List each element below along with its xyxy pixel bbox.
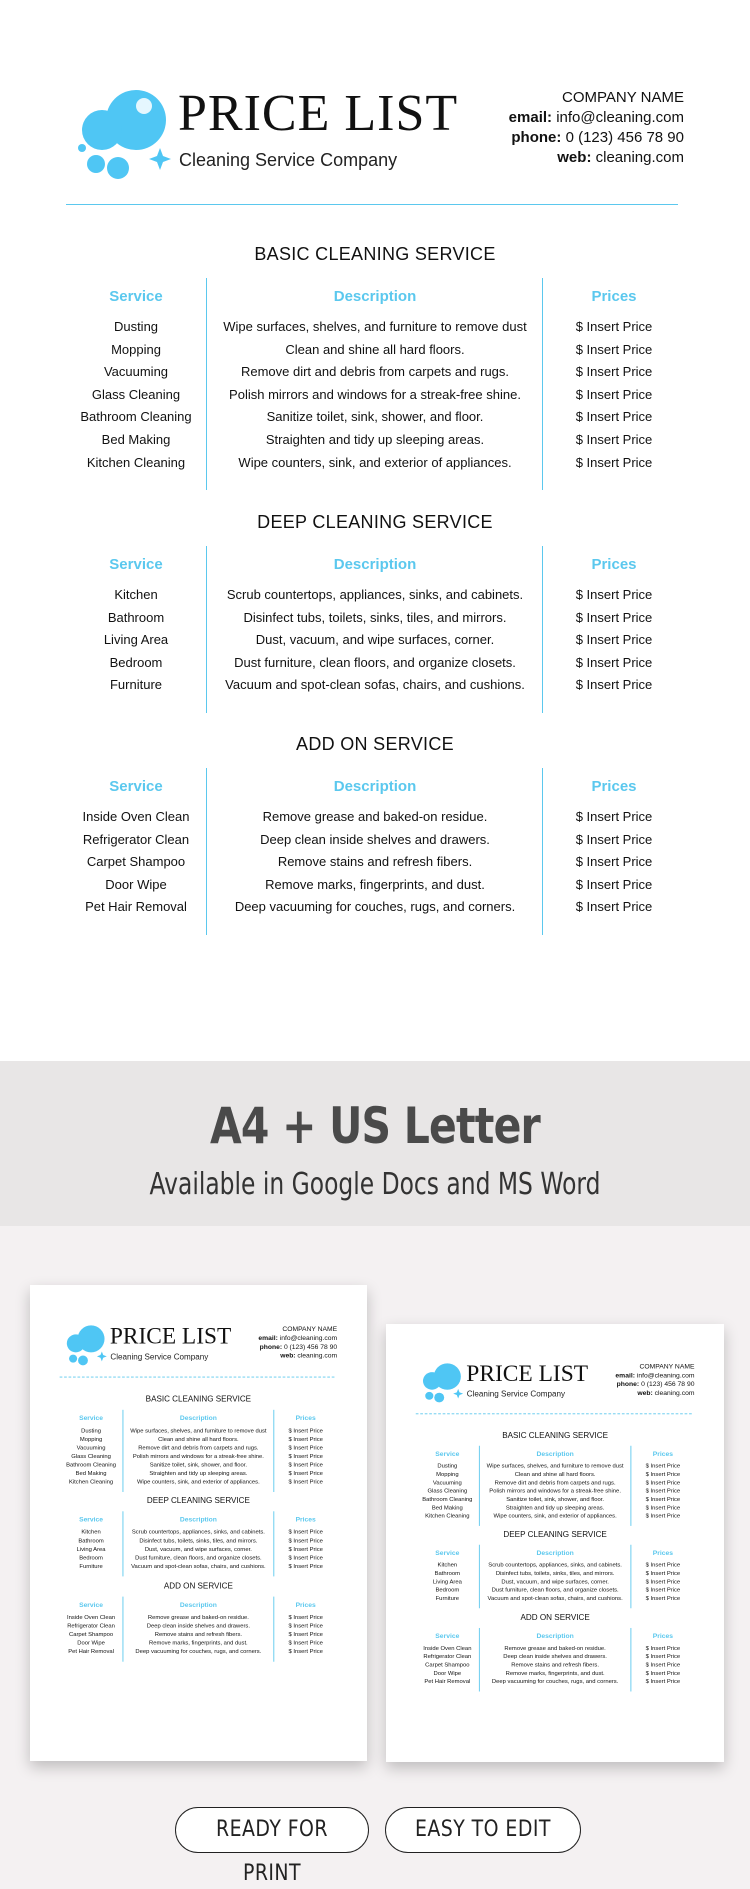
table-cell-service: Bedroom xyxy=(109,654,163,670)
table-cell-service: Furniture xyxy=(109,677,163,693)
mini-cell-description: Remove stains and refresh fibers. xyxy=(154,1630,243,1638)
table-cell-service: Bathroom Cleaning xyxy=(80,409,192,425)
mini-column-divider xyxy=(122,1410,123,1492)
table-cell-price: $ Insert Price xyxy=(575,632,653,648)
mini-cell-service: Glass Cleaning xyxy=(427,1487,468,1494)
mini-column-header-description: Description xyxy=(536,1450,574,1458)
format-banner xyxy=(0,1061,750,1226)
price-table xyxy=(66,546,684,713)
table-cell-description: Straighten and tidy up sleeping areas. xyxy=(265,432,485,447)
price-table xyxy=(66,278,684,490)
mini-column-header-prices: Prices xyxy=(295,1601,316,1609)
mini-cell-price: $ Insert Price xyxy=(288,1639,323,1646)
letter-preview-page xyxy=(386,1324,724,1762)
banner-title: A4 + US Letter xyxy=(210,1097,540,1155)
mini-cell-price: $ Insert Price xyxy=(288,1528,323,1536)
table-cell-description: Wipe surfaces, shelves, and furniture to remove dust xyxy=(223,319,527,334)
mini-column-header-prices: Prices xyxy=(295,1515,316,1524)
mini-email-label: email: xyxy=(615,1371,635,1380)
mini-cell-price: $ Insert Price xyxy=(645,1578,681,1585)
mini-column-divider xyxy=(122,1597,123,1662)
mini-cell-price: $ Insert Price xyxy=(645,1652,681,1660)
mini-email-label: email: xyxy=(258,1333,278,1342)
table-cell-description: Disinfect tubs, toilets, sinks, tiles, and mirrors. xyxy=(243,609,507,625)
mini-section-title: DEEP CLEANING SERVICE xyxy=(146,1496,250,1506)
table-cell-price: $ Insert Price xyxy=(575,831,653,847)
table-cell-description: Sanitize toilet, sink, shower, and floor. xyxy=(266,409,484,425)
mini-cell-price: $ Insert Price xyxy=(288,1478,323,1485)
mini-column-divider xyxy=(122,1511,123,1576)
table-cell-price: $ Insert Price xyxy=(575,899,653,915)
price-section xyxy=(66,734,684,935)
table-cell-service: Refrigerator Clean xyxy=(82,831,190,847)
mini-cell-description: Remove stains and refresh fibers. xyxy=(511,1661,599,1668)
mini-cell-price: $ Insert Price xyxy=(645,1479,681,1486)
preview-area xyxy=(0,1226,750,1889)
mini-cell-price: $ Insert Price xyxy=(645,1661,681,1668)
mini-table xyxy=(60,1597,337,1662)
mini-bubbles-logo-icon xyxy=(419,1362,464,1404)
web-line xyxy=(509,148,684,168)
mini-cell-service: Glass Cleaning xyxy=(71,1452,111,1460)
mini-company-name: COMPANY NAME xyxy=(282,1324,338,1333)
mini-cell-description: Remove dirt and debris from carpets and rugs. xyxy=(494,1479,616,1486)
mini-cell-service: Kitchen xyxy=(437,1561,458,1568)
mini-cell-price: $ Insert Price xyxy=(645,1644,681,1652)
a4-preview-content xyxy=(30,1285,367,1734)
mini-cell-price: $ Insert Price xyxy=(288,1630,323,1638)
table-cell-price: $ Insert Price xyxy=(575,677,653,693)
column-header-description: Description xyxy=(333,556,417,573)
column-divider xyxy=(206,546,207,713)
mini-cell-price: $ Insert Price xyxy=(645,1561,681,1568)
mini-cell-description: Wipe surfaces, shelves, and furniture to remove dust xyxy=(130,1426,267,1434)
phone-line xyxy=(509,128,684,148)
mini-column-header-service: Service xyxy=(435,1632,460,1640)
ready-for-print-button[interactable] xyxy=(175,1807,369,1886)
table-cell-description: Remove stains and refresh fibers. xyxy=(277,854,473,870)
mini-cell-description: Deep vacuuming for couches, rugs, and corners. xyxy=(491,1677,619,1685)
table-cell-service: Pet Hair Removal xyxy=(85,899,187,915)
mini-cell-service: Kitchen Cleaning xyxy=(68,1478,114,1485)
mini-cell-service: Bed Making xyxy=(75,1469,107,1477)
ready-for-print-label: READY FOR PRINT xyxy=(216,1817,328,1886)
table-cell-description: Remove dirt and debris from carpets and rugs. xyxy=(240,364,510,380)
mini-cell-service: Furniture xyxy=(79,1562,103,1570)
column-header-service: Service xyxy=(109,778,163,795)
mini-table xyxy=(416,1545,695,1609)
mini-phone-line xyxy=(258,1342,337,1351)
mini-cell-description: Deep clean inside shelves and drawers. xyxy=(503,1652,607,1660)
mini-cell-service: Inside Oven Clean xyxy=(423,1644,472,1652)
mini-subtitle: Cleaning Service Company xyxy=(466,1389,566,1399)
mini-cell-description: Deep vacuuming for couches, rugs, and corners. xyxy=(135,1647,262,1655)
table-cell-service: Living Area xyxy=(103,632,169,648)
column-header-description: Description xyxy=(333,778,417,795)
mini-cell-service: Bathroom xyxy=(78,1536,104,1544)
mini-column-header-description: Description xyxy=(179,1414,217,1422)
mini-section-title: ADD ON SERVICE xyxy=(520,1613,590,1622)
mini-cell-description: Sanitize toilet, sink, shower, and floor. xyxy=(149,1461,248,1468)
mini-cell-description: Dust, vacuum, and wipe surfaces, corner. xyxy=(501,1578,609,1585)
mini-phone-label: phone: xyxy=(616,1380,640,1388)
mini-column-header-description: Description xyxy=(536,1549,574,1557)
mini-column-header-prices: Prices xyxy=(652,1450,674,1458)
mini-cell-price: $ Insert Price xyxy=(645,1512,681,1519)
mini-cell-price: $ Insert Price xyxy=(645,1504,681,1511)
mini-cell-price: $ Insert Price xyxy=(645,1569,681,1577)
web-value: cleaning.com xyxy=(595,149,684,166)
mini-cell-description: Polish mirrors and windows for a streak-free shine. xyxy=(132,1452,264,1460)
mini-cell-price: $ Insert Price xyxy=(288,1647,323,1655)
mini-email-value: info@cleaning.com xyxy=(279,1333,338,1342)
mini-email-line xyxy=(258,1333,337,1342)
mini-phone-value: 0 (123) 456 78 90 xyxy=(641,1380,695,1388)
mini-cell-description: Scrub countertops, appliances, sinks, and cabinets. xyxy=(488,1561,622,1568)
mini-column-divider xyxy=(479,1545,480,1609)
mini-section xyxy=(60,1496,337,1576)
mini-web-label: web: xyxy=(280,1351,296,1360)
mini-column-header-description: Description xyxy=(179,1601,217,1609)
table-cell-description: Remove grease and baked-on residue. xyxy=(262,809,488,824)
page-title: PRICE LIST xyxy=(178,85,459,142)
mini-cell-price: $ Insert Price xyxy=(288,1469,323,1477)
section-title: ADD ON SERVICE xyxy=(296,734,454,754)
mini-cell-description: Vacuum and spot-clean sofas, chairs, and cushions. xyxy=(487,1594,623,1602)
mini-cell-price: $ Insert Price xyxy=(288,1622,323,1629)
mini-cell-description: Wipe counters, sink, and exterior of appliances. xyxy=(493,1512,617,1519)
table-cell-service: Door Wipe xyxy=(105,876,167,892)
mini-cell-price: $ Insert Price xyxy=(288,1461,323,1468)
table-cell-description: Polish mirrors and windows for a streak-free shine. xyxy=(229,386,521,402)
phone-value: 0 (123) 456 78 90 xyxy=(565,129,684,146)
mini-email-value: info@cleaning.com xyxy=(636,1371,695,1380)
table-cell-price: $ Insert Price xyxy=(575,587,653,602)
column-header-service: Service xyxy=(109,556,163,573)
mini-column-header-prices: Prices xyxy=(652,1632,674,1640)
mini-column-header-service: Service xyxy=(79,1414,104,1422)
section-title: BASIC CLEANING SERVICE xyxy=(254,244,496,264)
mini-cell-price: $ Insert Price xyxy=(288,1536,323,1544)
column-header-prices: Prices xyxy=(591,778,637,795)
easy-to-edit-button[interactable] xyxy=(385,1807,581,1853)
mini-cell-service: Bed Making xyxy=(431,1504,463,1511)
table-cell-service: Carpet Shampoo xyxy=(86,854,186,870)
mini-cell-description: Polish mirrors and windows for a streak-free shine. xyxy=(489,1487,621,1494)
mini-cell-service: Refrigerator Clean xyxy=(423,1652,472,1660)
mini-web-value: cleaning.com xyxy=(654,1389,695,1397)
mini-cell-price: $ Insert Price xyxy=(288,1553,323,1561)
mini-phone-line xyxy=(615,1380,694,1389)
column-header-prices: Prices xyxy=(591,288,637,305)
table-cell-description: Dust, vacuum, and wipe surfaces, corner. xyxy=(255,632,495,648)
mini-cell-price: $ Insert Price xyxy=(645,1462,681,1469)
mini-column-header-prices: Prices xyxy=(652,1549,674,1557)
mini-cell-service: Living Area xyxy=(76,1545,106,1553)
table-cell-price: $ Insert Price xyxy=(575,809,653,824)
table-cell-service: Mopping xyxy=(111,341,161,357)
mini-cell-service: Vacuuming xyxy=(76,1443,106,1451)
mini-cell-price: $ Insert Price xyxy=(645,1586,681,1593)
mini-cell-description: Disinfect tubs, toilets, sinks, tiles, and mirrors. xyxy=(139,1536,258,1544)
mini-title: PRICE LIST xyxy=(466,1361,589,1387)
price-section xyxy=(66,244,684,490)
mini-cell-service: Bedroom xyxy=(435,1586,460,1593)
price-table xyxy=(66,768,684,935)
banner-subtitle: Available in Google Docs and MS Word xyxy=(149,1167,601,1202)
mini-cell-service: Mopping xyxy=(436,1470,459,1478)
mini-cell-description: Wipe counters, sink, and exterior of appliances. xyxy=(137,1478,260,1485)
mini-cell-description: Straighten and tidy up sleeping areas. xyxy=(505,1504,605,1511)
mini-cell-service: Bedroom xyxy=(79,1553,103,1561)
mini-cell-service: Inside Oven Clean xyxy=(67,1613,116,1621)
mini-cell-price: $ Insert Price xyxy=(288,1613,323,1621)
mini-divider xyxy=(416,1413,692,1414)
mini-cell-service: Pet Hair Removal xyxy=(424,1677,471,1685)
table-cell-price: $ Insert Price xyxy=(575,854,653,870)
table-cell-price: $ Insert Price xyxy=(575,386,653,402)
mini-column-header-service: Service xyxy=(79,1601,104,1609)
a4-preview-page xyxy=(30,1285,367,1761)
mini-column-header-service: Service xyxy=(435,1450,460,1458)
mini-cell-description: Deep clean inside shelves and drawers. xyxy=(146,1622,250,1629)
mini-email-line xyxy=(615,1371,694,1380)
table-cell-price: $ Insert Price xyxy=(575,409,653,425)
mini-section xyxy=(60,1581,337,1661)
contact-block xyxy=(509,88,684,168)
mini-cell-service: Door Wipe xyxy=(433,1669,462,1677)
mini-section-title: DEEP CLEANING SERVICE xyxy=(503,1529,607,1539)
mini-cell-service: Pet Hair Removal xyxy=(68,1647,114,1655)
mini-cell-service: Dusting xyxy=(437,1462,458,1469)
table-cell-description: Wipe counters, sink, and exterior of appliances. xyxy=(238,454,512,470)
table-cell-service: Vacuuming xyxy=(103,364,169,380)
mini-cell-price: $ Insert Price xyxy=(288,1452,323,1460)
email-value: info@cleaning.com xyxy=(556,109,684,126)
mini-section xyxy=(416,1613,695,1691)
mini-subtitle: Cleaning Service Company xyxy=(110,1352,209,1362)
column-header-prices: Prices xyxy=(591,556,637,573)
web-label: web: xyxy=(557,149,592,166)
table-cell-service: Bed Making xyxy=(101,432,171,447)
mini-cell-price: $ Insert Price xyxy=(288,1443,323,1451)
mini-cell-service: Carpet Shampoo xyxy=(425,1661,470,1668)
table-cell-description: Scrub countertops, appliances, sinks, and cabinets. xyxy=(226,587,524,602)
mini-web-line xyxy=(615,1389,694,1398)
table-cell-description: Vacuum and spot-clean sofas, chairs, and cushions. xyxy=(225,677,525,693)
table-cell-service: Bathroom xyxy=(107,609,165,625)
mini-section xyxy=(416,1431,695,1526)
mini-cell-price: $ Insert Price xyxy=(645,1470,681,1478)
mini-cell-price: $ Insert Price xyxy=(288,1426,323,1434)
mini-cell-service: Kitchen xyxy=(81,1528,101,1536)
mini-cell-service: Vacuuming xyxy=(432,1479,462,1486)
table-cell-service: Kitchen Cleaning xyxy=(86,454,186,470)
easy-to-edit-label: EASY TO EDIT xyxy=(415,1817,551,1842)
mini-cell-description: Dust furniture, clean floors, and organize closets. xyxy=(491,1586,619,1593)
mini-column-divider xyxy=(479,1446,480,1526)
section-title: DEEP CLEANING SERVICE xyxy=(257,512,493,532)
column-divider xyxy=(206,768,207,935)
table-cell-price: $ Insert Price xyxy=(575,876,653,892)
mini-web-label: web: xyxy=(637,1389,653,1397)
mini-section-title: BASIC CLEANING SERVICE xyxy=(502,1430,609,1440)
mini-cell-description: Sanitize toilet, sink, shower, and floor. xyxy=(506,1495,605,1503)
mini-cell-price: $ Insert Price xyxy=(288,1562,323,1570)
table-cell-description: Remove marks, fingerprints, and dust. xyxy=(265,876,485,892)
mini-column-header-service: Service xyxy=(435,1549,460,1557)
mini-section-title: BASIC CLEANING SERVICE xyxy=(145,1394,252,1404)
mini-column-header-service: Service xyxy=(79,1515,104,1524)
mini-company-name: COMPANY NAME xyxy=(639,1362,695,1371)
header-divider xyxy=(66,204,678,205)
table-cell-service: Inside Oven Clean xyxy=(82,809,190,824)
mini-section xyxy=(60,1395,337,1492)
table-cell-description: Deep clean inside shelves and drawers. xyxy=(260,831,490,847)
mini-cell-service: Refrigerator Clean xyxy=(67,1622,115,1629)
mini-cell-service: Bathroom Cleaning xyxy=(422,1495,473,1503)
mini-cell-price: $ Insert Price xyxy=(288,1545,323,1553)
mini-cell-price: $ Insert Price xyxy=(645,1495,681,1503)
mini-cell-description: Dust, vacuum, and wipe surfaces, corner. xyxy=(144,1545,252,1553)
mini-column-header-description: Description xyxy=(179,1515,217,1524)
mini-contact xyxy=(615,1363,694,1398)
mini-cell-service: Mopping xyxy=(79,1435,103,1443)
table-cell-service: Dusting xyxy=(113,319,159,334)
mini-table xyxy=(60,1410,337,1492)
mini-cell-description: Wipe surfaces, shelves, and furniture to remove dust xyxy=(486,1462,624,1469)
page-header xyxy=(66,78,684,178)
mini-column-divider xyxy=(479,1628,480,1692)
column-header-description: Description xyxy=(333,288,417,305)
mini-phone-value: 0 (123) 456 78 90 xyxy=(283,1342,338,1351)
mini-header xyxy=(416,1358,695,1402)
column-divider xyxy=(542,278,543,490)
mini-cell-description: Remove marks, fingerprints, and dust. xyxy=(505,1669,605,1677)
mini-cell-service: Dusting xyxy=(81,1426,101,1434)
mini-phone-label: phone: xyxy=(259,1342,283,1351)
table-cell-price: $ Insert Price xyxy=(575,609,653,625)
mini-cell-service: Bathroom Cleaning xyxy=(66,1461,117,1468)
table-cell-price: $ Insert Price xyxy=(575,454,653,470)
mini-cell-description: Clean and shine all hard floors. xyxy=(158,1435,239,1443)
mini-divider xyxy=(60,1377,335,1378)
mini-cell-service: Furniture xyxy=(435,1594,460,1602)
price-section xyxy=(66,512,684,713)
mini-cell-description: Remove marks, fingerprints, and dust. xyxy=(149,1639,248,1646)
table-cell-description: Deep vacuuming for couches, rugs, and corners. xyxy=(234,899,516,915)
mini-table xyxy=(60,1511,337,1576)
mini-cell-service: Bathroom xyxy=(434,1569,461,1577)
mini-cell-price: $ Insert Price xyxy=(645,1669,681,1677)
table-cell-price: $ Insert Price xyxy=(575,319,653,334)
mini-header xyxy=(60,1320,337,1365)
mini-title: PRICE LIST xyxy=(109,1323,232,1349)
mini-section xyxy=(416,1530,695,1608)
mini-cell-service: Living Area xyxy=(432,1578,462,1585)
column-header-service: Service xyxy=(109,288,163,305)
mini-cell-price: $ Insert Price xyxy=(645,1487,681,1494)
mini-bubbles-logo-icon xyxy=(63,1324,108,1367)
mini-column-header-description: Description xyxy=(536,1632,574,1640)
mini-cell-service: Kitchen Cleaning xyxy=(425,1512,470,1519)
letter-preview-content xyxy=(386,1324,724,1762)
mini-cell-price: $ Insert Price xyxy=(645,1677,681,1685)
mini-table xyxy=(416,1446,695,1526)
company-name: COMPANY NAME xyxy=(562,89,684,106)
email-line xyxy=(509,108,684,128)
table-cell-price: $ Insert Price xyxy=(575,654,653,670)
mini-table xyxy=(416,1628,695,1692)
phone-label: phone: xyxy=(511,129,562,146)
mini-cell-description: Straighten and tidy up sleeping areas. xyxy=(149,1469,248,1477)
mini-web-line xyxy=(258,1351,337,1360)
mini-cell-description: Dust furniture, clean floors, and organize closets. xyxy=(135,1553,262,1561)
email-label: email: xyxy=(508,109,553,126)
table-cell-service: Glass Cleaning xyxy=(91,386,181,402)
table-cell-description: Dust furniture, clean floors, and organize closets. xyxy=(234,654,516,670)
mini-cell-service: Door Wipe xyxy=(77,1639,105,1646)
mini-cell-description: Clean and shine all hard floors. xyxy=(514,1470,596,1478)
column-divider xyxy=(542,546,543,713)
page-subtitle: Cleaning Service Company xyxy=(179,150,398,170)
mini-contact xyxy=(258,1325,337,1361)
table-cell-price: $ Insert Price xyxy=(575,432,653,447)
table-cell-price: $ Insert Price xyxy=(575,364,653,380)
mini-cell-description: Remove grease and baked-on residue. xyxy=(504,1644,606,1652)
mini-cell-description: Disinfect tubs, toilets, sinks, tiles, and mirrors. xyxy=(495,1569,615,1577)
mini-cell-service: Carpet Shampoo xyxy=(68,1630,114,1638)
bubbles-logo-icon xyxy=(74,86,174,181)
mini-cell-price: $ Insert Price xyxy=(645,1594,681,1602)
table-cell-price: $ Insert Price xyxy=(575,341,653,357)
column-divider xyxy=(542,768,543,935)
mini-section-title: ADD ON SERVICE xyxy=(163,1581,233,1591)
mini-cell-description: Vacuum and spot-clean sofas, chairs, and cushions. xyxy=(131,1562,266,1570)
mini-cell-description: Remove grease and baked-on residue. xyxy=(147,1613,249,1621)
column-divider xyxy=(206,278,207,490)
table-cell-service: Kitchen xyxy=(114,587,158,602)
mini-web-value: cleaning.com xyxy=(297,1351,338,1360)
mini-column-header-prices: Prices xyxy=(295,1414,316,1422)
mini-cell-description: Scrub countertops, appliances, sinks, and cabinets. xyxy=(131,1528,265,1536)
table-cell-description: Clean and shine all hard floors. xyxy=(285,341,465,357)
mini-cell-price: $ Insert Price xyxy=(288,1435,323,1443)
mini-cell-description: Remove dirt and debris from carpets and rugs. xyxy=(138,1443,259,1451)
